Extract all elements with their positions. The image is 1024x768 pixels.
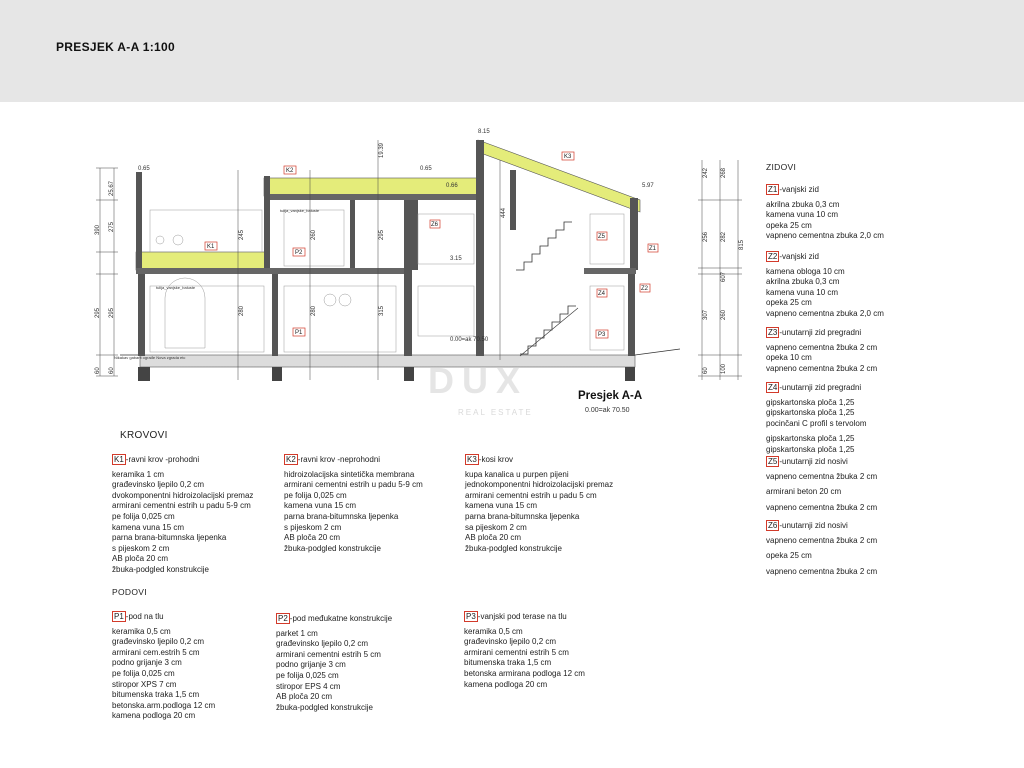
dim-left-g: 60: [109, 367, 115, 374]
legend-line: vapneno cementna žbuka 2 cm: [766, 363, 878, 373]
zidovi-heading: ZIDOVI: [766, 162, 797, 172]
legend-line: AB ploča 20 cm: [284, 533, 341, 543]
legend-line: AB ploča 20 cm: [276, 692, 333, 702]
stairs: [520, 306, 576, 354]
legend-z2-name: -vanjski zid: [779, 252, 819, 261]
watermark-subtitle: REAL ESTATE: [458, 408, 533, 417]
note-floor: tulija_vanjske_baluste: [156, 285, 196, 290]
dim-inner-d: 280: [311, 305, 317, 316]
legend-line: armirani cementni estrih 5 cm: [276, 649, 381, 659]
level-066b: 0.65: [420, 166, 432, 172]
stairs-upper: [516, 222, 572, 270]
legend-line: građevinsko ljepilo 0,2 cm: [112, 480, 205, 490]
legend-line: parket 1 cm: [276, 628, 318, 638]
legend-k3-name: -kosi krov: [478, 455, 514, 464]
tag-k1: K1: [207, 244, 215, 250]
legend-z6-name: -unutarnji zid nosivi: [779, 521, 848, 530]
roof-k1-insulation: [136, 252, 268, 270]
legend-line: gipskartonska ploča 1,25: [766, 397, 855, 407]
section-elevation: 0.00=ak 70.50: [585, 407, 630, 414]
ground-line-right: [635, 349, 680, 355]
wall-ground-left: [138, 274, 145, 356]
legend-z3-name: -unutarnji zid pregradni: [779, 328, 862, 337]
dimension-lines-right: [698, 160, 742, 380]
legend-line: kamena podloga 20 cm: [112, 711, 196, 721]
tag-p3: P3: [598, 332, 606, 338]
legend-line: keramika 0,5 cm: [112, 626, 171, 636]
legend-z2: [766, 251, 884, 320]
parapet-k2-left: [264, 176, 270, 268]
legend-line: kupa kanalica u purpen pijeni: [465, 469, 569, 479]
legend-z2-tag: Z2: [768, 252, 778, 261]
legend-line: pe folija 0,025 cm: [284, 490, 347, 500]
legend-line: kamena vuna 10 cm: [766, 287, 839, 297]
legend-z1-tag: Z1: [768, 185, 778, 194]
legend-line: armirani cementni estrih u padu 5-9 cm: [112, 501, 251, 511]
legend-line: parna brana-bitumnska ljepenka: [465, 511, 580, 521]
legend-z5: [766, 456, 877, 513]
legend-line: opeka 10 cm: [766, 353, 812, 363]
legend-line: kamena vuna 15 cm: [284, 501, 357, 511]
legend-line: AB ploča 20 cm: [465, 533, 522, 543]
legend-p2-name: -pod međukatne konstrukcije: [289, 614, 393, 623]
legend-k2-tag: K2: [286, 455, 296, 464]
tag-z6: Z6: [431, 222, 439, 228]
legend-z4-name: -unutarnji zid pregradni: [779, 383, 862, 392]
legend-line: vapneno cementna žbuka 2 cm: [766, 535, 878, 545]
tag-p2: P2: [295, 250, 303, 256]
legend-line: akrilna zbuka 0,3 cm: [766, 277, 840, 287]
legend-line: podno grijanje 3 cm: [276, 660, 346, 670]
legend-line: akrilna zbuka 0,3 cm: [766, 199, 840, 209]
tower-wall-right: [630, 198, 638, 270]
legend-z3-tag: Z3: [768, 328, 778, 337]
legend-line: žbuka-podgled konstrukcije: [112, 564, 209, 574]
page-title: PRESJEK A-A 1:100: [56, 40, 175, 54]
legend-line: opeka 25 cm: [766, 298, 812, 308]
foundation-hatch: [138, 355, 635, 381]
legend-line: vapneno cementna žbuka 2 cm: [766, 566, 878, 576]
watermark-logo: DUX: [428, 360, 529, 401]
floor-slab-left: [136, 268, 406, 274]
legend-line: građevinsko ljepilo 0,2 cm: [464, 637, 557, 647]
dim-right-d: 282: [721, 231, 727, 242]
legend-line: pe folija 0,025 cm: [276, 670, 339, 680]
legend-line: vapneno cementna žbuka 2 cm: [766, 502, 878, 512]
legend-line: betonska.arm.podloga 12 cm: [112, 700, 216, 710]
legend-line: opeka 25 cm: [766, 220, 812, 230]
tower-wall-left: [476, 140, 484, 356]
level-306: 0.66: [446, 183, 458, 189]
legend-line: vapneno cementna žbuka 2 cm: [766, 342, 878, 352]
legend-z4-tag: Z4: [768, 383, 778, 392]
dim-inner-e: 295: [379, 229, 385, 240]
wall-upper-mid: [350, 200, 355, 268]
legend-p3: [464, 611, 585, 690]
dim-left-b: 25.67: [109, 180, 115, 196]
legend-line: betonska armirana podloga 12 cm: [464, 668, 585, 678]
dim-left-a: 275: [109, 221, 115, 232]
legend-z5-name: -unutarnji zid nosivi: [779, 457, 848, 466]
tag-k2: K2: [286, 168, 294, 174]
legend-line: vapneno cementna zbuka 2,0 cm: [766, 231, 884, 241]
legend-line: kamena obloga 10 cm: [766, 266, 845, 276]
legend-line: bitumenska traka 1,5 cm: [464, 658, 552, 668]
legend-p1-tag: P1: [114, 612, 124, 621]
dim-inner-a: 245: [239, 229, 245, 240]
legend-line: s pijeskom 2 cm: [112, 543, 170, 553]
legend-p2-tag: P2: [278, 614, 288, 623]
stairs-stringer: [520, 308, 578, 356]
legend-line: stiropor XPS 7 cm: [112, 679, 177, 689]
legend-z4: [766, 382, 866, 456]
legend-z6-tag: Z6: [768, 521, 778, 530]
legend-line: pe folija 0,025 cm: [112, 668, 175, 678]
level-066a: 0.65: [138, 166, 150, 172]
legend-line: građevinsko ljepilo 0,2 cm: [276, 639, 369, 649]
legend-line: gipskartonska ploča 1,25: [766, 434, 855, 444]
wall-ground-mid2: [404, 200, 412, 356]
dim-right-c: 256: [703, 231, 709, 242]
legend-line: armirani beton 20 cm: [766, 487, 842, 497]
level-315: 3.15: [450, 256, 462, 262]
wall-upper-right: [412, 200, 418, 270]
dim-right-j: 100: [721, 363, 727, 374]
dim-left-total: 390: [95, 224, 101, 235]
legend-line: pocinčani C profil s tervolom: [766, 418, 867, 428]
tower-inner-wall: [510, 170, 516, 230]
legend-line: armirani cem.estrih 5 cm: [112, 647, 200, 657]
legend-line: opeka 25 cm: [766, 551, 812, 561]
legend-line: bitumenska traka 1,5 cm: [112, 690, 200, 700]
legend-z6: [766, 520, 877, 577]
roof-k3-sloped: [478, 140, 640, 212]
tag-z2: Z2: [641, 286, 649, 292]
dimension-lines-left: [96, 168, 118, 376]
legend-k1: [112, 454, 253, 576]
wall-ground-right: [628, 270, 635, 356]
legend-line: s pijeskom 2 cm: [284, 522, 342, 532]
legend-line: armirani cementni estrih 5 cm: [464, 647, 569, 657]
tag-z5: Z5: [598, 234, 606, 240]
legend-z1: [766, 184, 884, 242]
tower-floor-slab: [584, 268, 636, 274]
tag-z4: Z4: [598, 291, 606, 297]
roof-k2-slab: [264, 194, 478, 200]
legend-line: keramika 0,5 cm: [464, 626, 523, 636]
dim-left-c: 295: [95, 307, 101, 318]
dim-inner-b: 280: [239, 305, 245, 316]
dim-inner-c: 260: [311, 229, 317, 240]
legend-line: AB ploča 20 cm: [112, 554, 169, 564]
level-597: 5.97: [642, 183, 654, 189]
legend-k1-tag: K1: [114, 455, 124, 464]
dim-right-e: 815: [739, 239, 745, 250]
dim-inner-f: 315: [379, 305, 385, 316]
legend-p3-tag: P3: [466, 612, 476, 621]
level-floor: 0.00=ak 70.50: [450, 337, 489, 343]
level-815: 8.15: [478, 129, 490, 135]
legend-line: vapneno cementna žbuka 2 cm: [766, 471, 878, 481]
krovovi-heading: KROVOVI: [120, 430, 168, 441]
legend-line: gipskartonska ploča 1,25: [766, 408, 855, 418]
legend-p2: [276, 613, 392, 713]
dim-right-b: 268: [721, 167, 727, 178]
dim-right-f: 607: [721, 271, 727, 282]
legend-k2-name: -ravni krov -neprohodni: [297, 455, 381, 464]
legend-k1-name: -ravni krov -prohodni: [125, 455, 200, 464]
podovi-heading: PODOVI: [112, 587, 147, 597]
legend-line: keramika 1 cm: [112, 469, 165, 479]
legend-line: kamena vuna 15 cm: [112, 522, 185, 532]
legend-line: vapneno cementna zbuka 2,0 cm: [766, 308, 884, 318]
legend-z1-name: -vanjski zid: [779, 185, 819, 194]
tag-z1: Z1: [649, 246, 657, 252]
legend-line: kamena vuna 15 cm: [465, 501, 538, 511]
legend-line: armirani cementni estrih u padu 5 cm: [465, 490, 597, 500]
legend-line: žbuka-podgled konstrukcije: [284, 543, 381, 553]
legend-k3-tag: K3: [467, 455, 477, 464]
parapet-left: [136, 172, 142, 268]
legend-line: parna brana-bitumnska ljepenka: [112, 533, 227, 543]
legend-k3: [465, 454, 613, 554]
legend-line: građevinsko ljepilo 0,2 cm: [112, 637, 205, 647]
note-ground: Nikakav gabarit ograđe Nova zgrada etc: [114, 355, 186, 360]
dim-inner-h: 19.39: [379, 142, 385, 158]
legend-line: armirani cementni estrih u padu 5-9 cm: [284, 480, 423, 490]
legend-line: pe folija 0,025 cm: [112, 511, 175, 521]
legend-line: stiropor EPS 4 cm: [276, 681, 341, 691]
legend-p3-name: -vanjski pod terase na tlu: [477, 612, 567, 621]
legend-line: jednokomponentni hidroizolacijski premaz: [465, 480, 614, 490]
legend-line: žbuka-podgled konstrukcije: [276, 702, 373, 712]
legend-z5-tag: Z5: [768, 457, 778, 466]
legend-line: gipskartonska ploča 1,25: [766, 444, 855, 454]
legend-line: kamena vuna 10 cm: [766, 210, 839, 220]
dim-right-g: 307: [703, 309, 709, 320]
legend-line: parna brana-bitumnska ljepenka: [284, 511, 399, 521]
dim-right-a: 242: [703, 167, 709, 178]
legend-z3: [766, 327, 877, 374]
dim-right-i: 60: [703, 367, 709, 374]
legend-line: žbuka-podgled konstrukcije: [465, 543, 562, 553]
dim-left-e: 60: [95, 367, 101, 374]
legend-line: podno grijanje 3 cm: [112, 658, 182, 668]
legend-line: kamena podloga 20 cm: [464, 679, 548, 689]
wall-ground-mid1: [272, 274, 278, 356]
dim-right-h: 260: [721, 309, 727, 320]
legend-p1-name: -pod na tlu: [125, 612, 164, 621]
note-roof: tulija_vanjske_baluste: [280, 208, 320, 213]
legend-line: hidroizolacijska sintetička membrana: [284, 469, 415, 479]
legend-line: dvokomponentni hidroizolacijski premaz: [112, 490, 254, 500]
interior-lines: [150, 210, 624, 352]
tag-k3: K3: [564, 154, 572, 160]
dim-left-d: 295: [109, 307, 115, 318]
dim-inner-g: 444: [501, 207, 507, 218]
legend-k2: [284, 454, 423, 554]
legend-line: sa pijeskom 2 cm: [465, 522, 527, 532]
legend-p1: [112, 611, 215, 722]
tag-p1: P1: [295, 330, 303, 336]
section-title: Presjek A-A: [578, 390, 643, 402]
